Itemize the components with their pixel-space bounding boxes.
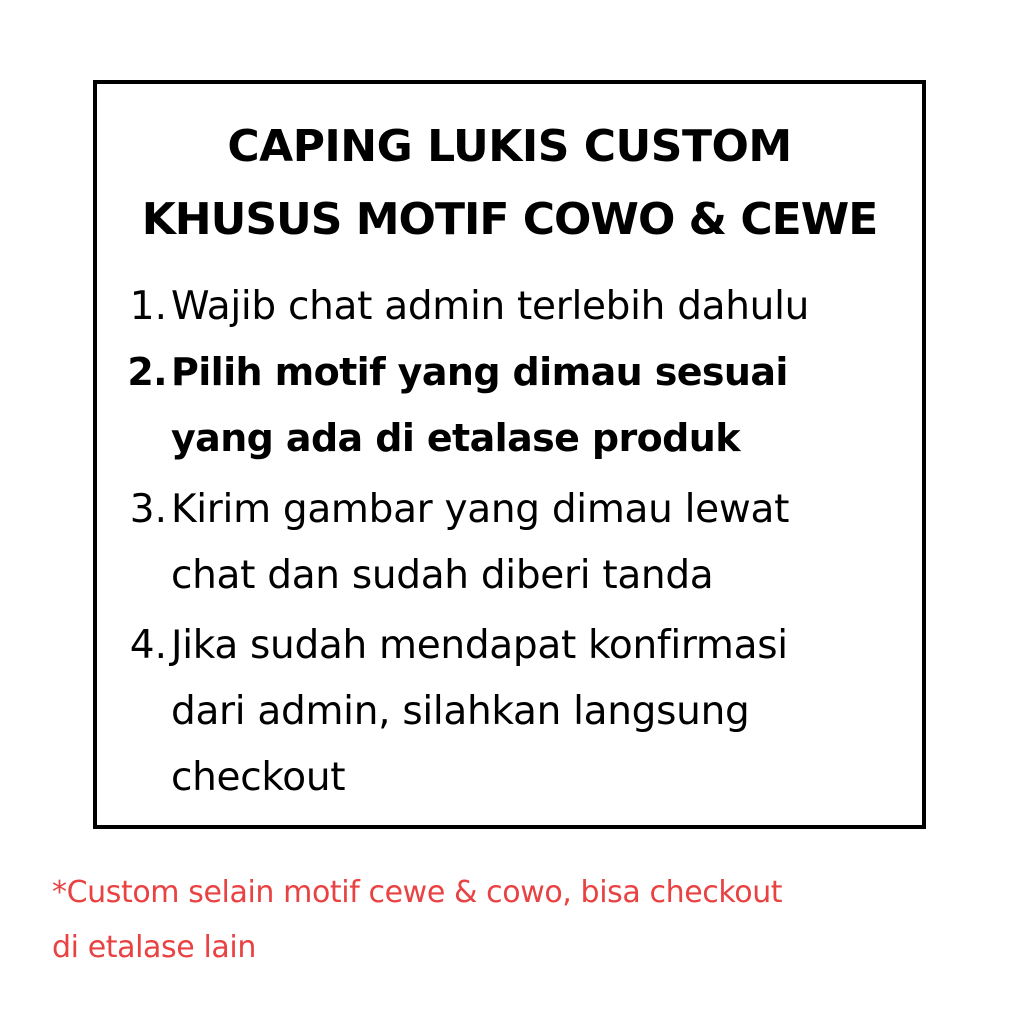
rule-3-text-line-2: chat dan sudah diberi tanda <box>171 553 714 598</box>
rule-4-number: 4. <box>129 623 167 668</box>
rule-4-text-line-1: Jika sudah mendapat konfirmasi <box>171 623 788 668</box>
rule-2-number: 2. <box>127 350 167 394</box>
rule-2-text-line-1: Pilih motif yang dimau sesuai <box>171 350 788 394</box>
footnote-line-1: *Custom selain motif cewe & cowo, bisa checkout <box>52 875 783 910</box>
notice-box <box>93 80 926 829</box>
title-line-1: CAPING LUKIS CUSTOM <box>227 121 792 172</box>
rule-1-text-line-1: Wajib chat admin terlebih dahulu <box>171 284 810 329</box>
title-line-2: KHUSUS MOTIF COWO & CEWE <box>141 194 878 245</box>
rules-list <box>97 84 922 825</box>
rule-4-text-line-2: dari admin, silahkan langsung <box>171 689 750 734</box>
rule-4-text-line-3: checkout <box>171 755 346 800</box>
footnote-line-2: di etalase lain <box>52 930 256 965</box>
rule-3-text-line-1: Kirim gambar yang dimau lewat <box>171 487 790 532</box>
rule-3-number: 3. <box>129 487 167 532</box>
rule-2-text-line-2: yang ada di etalase produk <box>171 416 740 460</box>
rule-1-number: 1. <box>129 284 167 329</box>
